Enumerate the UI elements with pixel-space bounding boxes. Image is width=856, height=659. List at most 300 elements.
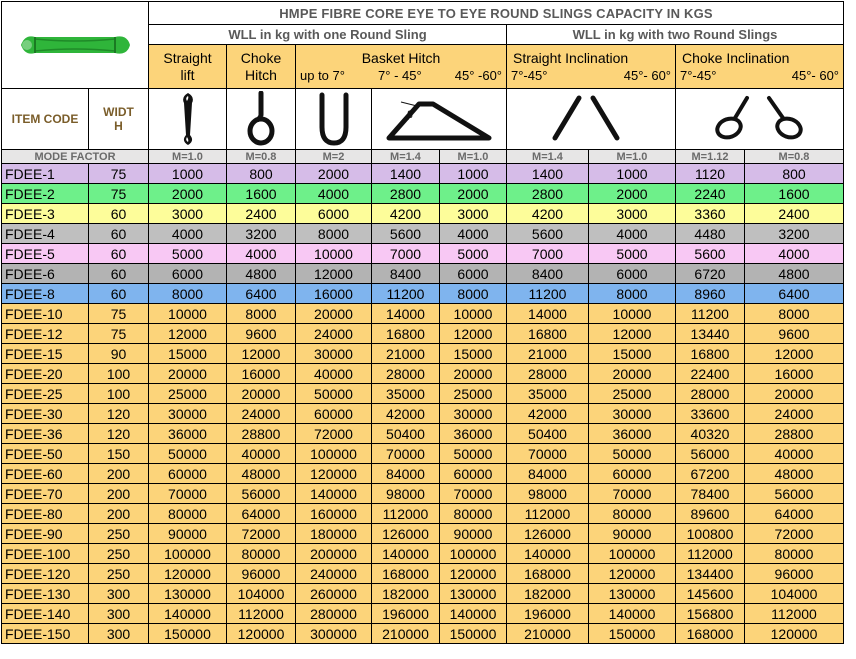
capacity-cell: 28000: [676, 384, 745, 404]
capacity-cell: 168000: [676, 624, 745, 644]
capacity-cell: 9600: [227, 324, 296, 344]
item-code-cell: FDEE-100: [2, 544, 89, 564]
capacity-cell: 140000: [372, 544, 440, 564]
capacity-cell: 6000: [149, 264, 227, 284]
capacity-cell: 48000: [745, 464, 844, 484]
capacity-cell: 2000: [296, 164, 372, 184]
width-cell: 60: [89, 264, 149, 284]
capacity-cell: 2400: [227, 204, 296, 224]
capacity-cell: 84000: [372, 464, 440, 484]
capacity-cell: 60000: [149, 464, 227, 484]
capacity-cell: 56000: [745, 484, 844, 504]
capacity-cell: 40000: [296, 364, 372, 384]
table-row: [2, 184, 844, 204]
capacity-cell: 3000: [440, 204, 507, 224]
capacity-cell: 36000: [440, 424, 507, 444]
capacity-cell: 80000: [440, 504, 507, 524]
capacity-cell: 100000: [589, 544, 676, 564]
capacity-cell: 80000: [745, 544, 844, 564]
capacity-cell: 25000: [149, 384, 227, 404]
capacity-cell: 210000: [507, 624, 589, 644]
capacity-cell: 126000: [372, 524, 440, 544]
capacity-cell: 96000: [227, 564, 296, 584]
width-cell: 60: [89, 284, 149, 304]
capacity-cell: 25000: [589, 384, 676, 404]
capacity-cell: 11200: [507, 284, 589, 304]
width-cell: 60: [89, 204, 149, 224]
table-row: [2, 204, 844, 224]
capacity-cell: 21000: [507, 344, 589, 364]
capacity-cell: 7000: [507, 244, 589, 264]
capacity-cell: 210000: [372, 624, 440, 644]
capacity-cell: 21000: [372, 344, 440, 364]
sling-photo: [2, 2, 149, 89]
item-code-cell: FDEE-60: [2, 464, 89, 484]
item-code-heading: ITEM CODE: [2, 89, 89, 150]
capacity-cell: 180000: [296, 524, 372, 544]
item-code-cell: FDEE-8: [2, 284, 89, 304]
capacity-cell: 78400: [676, 484, 745, 504]
capacity-cell: 196000: [507, 604, 589, 624]
capacity-cell: 42000: [507, 404, 589, 424]
capacity-cell: 90000: [440, 524, 507, 544]
capacity-cell: 11200: [676, 304, 745, 324]
capacity-cell: 800: [227, 164, 296, 184]
capacity-cell: 4000: [149, 224, 227, 244]
capacity-cell: 120000: [589, 564, 676, 584]
capacity-cell: 112000: [227, 604, 296, 624]
basket-hitch-heading: Basket Hitch up to 7° 7° - 45° 45° -60°: [296, 45, 507, 89]
capacity-cell: 20000: [745, 384, 844, 404]
capacity-cell: 12000: [745, 344, 844, 364]
capacity-cell: 120000: [227, 624, 296, 644]
capacity-cell: 12000: [296, 264, 372, 284]
capacity-cell: 50400: [507, 424, 589, 444]
choke-hitch-icon: [245, 91, 277, 147]
width-cell: 200: [89, 484, 149, 504]
group-two-heading: WLL in kg with two Round Slings: [507, 25, 844, 45]
capacity-cell: 4000: [440, 224, 507, 244]
capacity-cell: 50000: [149, 444, 227, 464]
capacity-cell: 5600: [676, 244, 745, 264]
capacity-cell: 40000: [745, 444, 844, 464]
width-cell: 75: [89, 304, 149, 324]
capacity-cell: 12000: [589, 324, 676, 344]
width-cell: 120: [89, 404, 149, 424]
capacity-cell: 24000: [296, 324, 372, 344]
capacity-cell: 16000: [227, 364, 296, 384]
capacity-cell: 1400: [372, 164, 440, 184]
table-row: [2, 244, 844, 264]
table-row: [2, 164, 844, 184]
capacity-cell: 140000: [296, 484, 372, 504]
table-row: [2, 324, 844, 344]
capacity-cell: 16000: [745, 364, 844, 384]
basket-angle-diagram: [372, 89, 507, 150]
capacity-cell: 130000: [440, 584, 507, 604]
item-code-cell: FDEE-12: [2, 324, 89, 344]
item-code-cell: FDEE-3: [2, 204, 89, 224]
choke-inclination-heading: Choke Inclination 7°-45° 45°- 60°: [676, 45, 844, 89]
mode-factor: M=1.12: [676, 150, 745, 164]
capacity-cell: 90000: [149, 524, 227, 544]
capacity-cell: 72000: [296, 424, 372, 444]
table-row: [2, 444, 844, 464]
capacity-cell: 80000: [149, 504, 227, 524]
capacity-cell: 2000: [149, 184, 227, 204]
capacity-cell: 10000: [589, 304, 676, 324]
width-cell: 100: [89, 364, 149, 384]
table-row: [2, 464, 844, 484]
capacity-cell: 64000: [227, 504, 296, 524]
capacity-cell: 50000: [440, 444, 507, 464]
capacity-cell: 134400: [676, 564, 745, 584]
capacity-cell: 64000: [745, 504, 844, 524]
table-row: [2, 424, 844, 444]
capacity-cell: 160000: [296, 504, 372, 524]
capacity-cell: 20000: [589, 364, 676, 384]
width-cell: 300: [89, 624, 149, 644]
two-sling-straight-diagram: [507, 89, 676, 150]
capacity-cell: 11200: [372, 284, 440, 304]
basket-angle-2: 7° - 45°: [378, 67, 422, 83]
capacity-cell: 1000: [149, 164, 227, 184]
capacity-cell: 8400: [507, 264, 589, 284]
capacity-cell: 112000: [745, 604, 844, 624]
capacity-cell: 5000: [589, 244, 676, 264]
table-body: [2, 164, 844, 644]
capacity-cell: 80000: [589, 504, 676, 524]
capacity-cell: 100000: [440, 544, 507, 564]
mode-factor: M=1.0: [440, 150, 507, 164]
capacity-cell: 1000: [440, 164, 507, 184]
capacity-cell: 70000: [589, 484, 676, 504]
capacity-cell: 12000: [440, 324, 507, 344]
capacity-cell: 300000: [296, 624, 372, 644]
capacity-cell: 140000: [149, 604, 227, 624]
capacity-cell: 130000: [149, 584, 227, 604]
width-cell: 75: [89, 324, 149, 344]
group-one-heading: WLL in kg with one Round Sling: [149, 25, 507, 45]
capacity-cell: 104000: [227, 584, 296, 604]
two-sling-choke-diagram: [676, 89, 844, 150]
capacity-cell: 8000: [745, 304, 844, 324]
width-cell: 200: [89, 464, 149, 484]
capacity-cell: 12000: [149, 324, 227, 344]
item-code-cell: FDEE-2: [2, 184, 89, 204]
capacity-cell: 6400: [227, 284, 296, 304]
capacity-cell: 200000: [296, 544, 372, 564]
capacity-cell: 6400: [745, 284, 844, 304]
capacity-cell: 112000: [676, 544, 745, 564]
item-code-cell: FDEE-150: [2, 624, 89, 644]
table-row: [2, 504, 844, 524]
capacity-cell: 4800: [227, 264, 296, 284]
capacity-cell: 20000: [227, 384, 296, 404]
capacity-cell: 15000: [440, 344, 507, 364]
table-row: [2, 224, 844, 244]
basket-angle-icon: [379, 94, 499, 144]
capacity-cell: 4200: [372, 204, 440, 224]
choke-hitch-heading: Choke Hitch: [227, 45, 296, 89]
mode-factor: M=1.0: [589, 150, 676, 164]
capacity-cell: 1120: [676, 164, 745, 184]
capacity-cell: 4200: [507, 204, 589, 224]
table-row: [2, 544, 844, 564]
capacity-cell: 35000: [507, 384, 589, 404]
basket-vertical-diagram: [296, 89, 372, 150]
capacity-cell: 89600: [676, 504, 745, 524]
capacity-cell: 67200: [676, 464, 745, 484]
item-code-cell: FDEE-5: [2, 244, 89, 264]
capacity-cell: 2800: [372, 184, 440, 204]
capacity-cell: 140000: [440, 604, 507, 624]
capacity-cell: 60000: [440, 464, 507, 484]
item-code-cell: FDEE-70: [2, 484, 89, 504]
item-code-cell: FDEE-120: [2, 564, 89, 584]
capacity-cell: 2800: [507, 184, 589, 204]
width-cell: 300: [89, 604, 149, 624]
item-code-cell: FDEE-36: [2, 424, 89, 444]
capacity-cell: 72000: [227, 524, 296, 544]
capacity-cell: 9600: [745, 324, 844, 344]
capacity-cell: 24000: [745, 404, 844, 424]
width-cell: 100: [89, 384, 149, 404]
capacity-cell: 280000: [296, 604, 372, 624]
table-row: [2, 624, 844, 644]
capacity-cell: 168000: [372, 564, 440, 584]
capacity-cell: 60000: [296, 404, 372, 424]
capacity-cell: 2240: [676, 184, 745, 204]
capacity-cell: 8000: [296, 224, 372, 244]
capacity-cell: 1600: [745, 184, 844, 204]
straight-lift-heading: Straight lift: [149, 45, 227, 89]
capacity-cell: 8400: [372, 264, 440, 284]
capacity-cell: 30000: [149, 404, 227, 424]
capacity-cell: 8000: [227, 304, 296, 324]
capacity-cell: 3000: [589, 204, 676, 224]
item-code-cell: FDEE-10: [2, 304, 89, 324]
capacity-cell: 40320: [676, 424, 745, 444]
capacity-cell: 84000: [507, 464, 589, 484]
capacity-cell: 5000: [149, 244, 227, 264]
table-row: [2, 524, 844, 544]
width-cell: 250: [89, 564, 149, 584]
capacity-cell: 182000: [507, 584, 589, 604]
capacity-cell: 196000: [372, 604, 440, 624]
table-row: [2, 584, 844, 604]
capacity-cell: 140000: [589, 604, 676, 624]
capacity-cell: 14000: [507, 304, 589, 324]
capacity-cell: 800: [745, 164, 844, 184]
capacity-cell: 168000: [507, 564, 589, 584]
capacity-cell: 8960: [676, 284, 745, 304]
capacity-cell: 28800: [227, 424, 296, 444]
capacity-cell: 100800: [676, 524, 745, 544]
capacity-cell: 1600: [227, 184, 296, 204]
width-cell: 90: [89, 344, 149, 364]
choke-hitch-diagram: [227, 89, 296, 150]
item-code-cell: FDEE-20: [2, 364, 89, 384]
capacity-cell: 8000: [589, 284, 676, 304]
mode-factor: M=0.8: [227, 150, 296, 164]
capacity-cell: 16800: [676, 344, 745, 364]
capacity-cell: 10000: [149, 304, 227, 324]
capacity-cell: 98000: [372, 484, 440, 504]
capacity-cell: 70000: [440, 484, 507, 504]
sling-photo-icon: [15, 28, 135, 62]
item-code-cell: FDEE-80: [2, 504, 89, 524]
capacity-cell: 25000: [440, 384, 507, 404]
capacity-cell: 42000: [372, 404, 440, 424]
capacity-cell: 10000: [296, 244, 372, 264]
capacity-cell: 90000: [589, 524, 676, 544]
capacity-cell: 70000: [372, 444, 440, 464]
capacity-cell: 36000: [149, 424, 227, 444]
capacity-cell: 260000: [296, 584, 372, 604]
capacity-cell: 100000: [296, 444, 372, 464]
capacity-cell: 8000: [440, 284, 507, 304]
table-row: [2, 364, 844, 384]
capacity-cell: 120000: [745, 624, 844, 644]
capacity-cell: 112000: [507, 504, 589, 524]
item-code-cell: FDEE-15: [2, 344, 89, 364]
straight-lift-diagram: [149, 89, 227, 150]
basket-vertical-icon: [314, 91, 354, 147]
capacity-cell: 104000: [745, 584, 844, 604]
capacity-cell: 33600: [676, 404, 745, 424]
capacity-cell: 1400: [507, 164, 589, 184]
basket-angle-1: up to 7°: [300, 67, 345, 83]
capacity-cell: 16800: [372, 324, 440, 344]
capacity-cell: 6720: [676, 264, 745, 284]
width-cell: 200: [89, 504, 149, 524]
capacity-cell: 126000: [507, 524, 589, 544]
capacity-cell: 50400: [372, 424, 440, 444]
capacity-cell: 3360: [676, 204, 745, 224]
capacity-cell: 140000: [507, 544, 589, 564]
capacity-cell: 5600: [507, 224, 589, 244]
capacity-cell: 120000: [296, 464, 372, 484]
capacity-cell: 2000: [589, 184, 676, 204]
capacity-cell: 28000: [507, 364, 589, 384]
capacity-cell: 120000: [149, 564, 227, 584]
table-row: [2, 564, 844, 584]
capacity-cell: 70000: [507, 444, 589, 464]
capacity-cell: 2000: [440, 184, 507, 204]
capacity-cell: 145600: [676, 584, 745, 604]
capacity-table: [1, 1, 844, 644]
capacity-cell: 96000: [745, 564, 844, 584]
table-row: [2, 384, 844, 404]
capacity-cell: 6000: [589, 264, 676, 284]
capacity-cell: 98000: [507, 484, 589, 504]
capacity-cell: 4480: [676, 224, 745, 244]
width-cell: 75: [89, 184, 149, 204]
capacity-cell: 3200: [227, 224, 296, 244]
capacity-cell: 50000: [296, 384, 372, 404]
basket-angle-3: 45° -60°: [454, 67, 502, 83]
capacity-cell: 8000: [149, 284, 227, 304]
capacity-cell: 4000: [296, 184, 372, 204]
capacity-cell: 20000: [440, 364, 507, 384]
capacity-cell: 4000: [745, 244, 844, 264]
capacity-cell: 4000: [589, 224, 676, 244]
table-row: [2, 304, 844, 324]
mode-factor-label: MODE FACTOR: [2, 150, 149, 164]
capacity-cell: 5600: [372, 224, 440, 244]
capacity-cell: 56000: [227, 484, 296, 504]
item-code-cell: FDEE-140: [2, 604, 89, 624]
table-row: [2, 404, 844, 424]
width-cell: 120: [89, 424, 149, 444]
capacity-cell: 112000: [372, 504, 440, 524]
mode-factor: M=1.0: [149, 150, 227, 164]
capacity-cell: 130000: [589, 584, 676, 604]
capacity-cell: 15000: [149, 344, 227, 364]
table-row: [2, 604, 844, 624]
capacity-cell: 120000: [440, 564, 507, 584]
capacity-cell: 72000: [745, 524, 844, 544]
mode-factor: M=1.4: [372, 150, 440, 164]
width-cell: 75: [89, 164, 149, 184]
item-code-cell: FDEE-50: [2, 444, 89, 464]
item-code-cell: FDEE-130: [2, 584, 89, 604]
capacity-cell: 4800: [745, 264, 844, 284]
straight-inclination-heading: Straight Inclination 7°-45° 45°- 60°: [507, 45, 676, 89]
capacity-cell: 14000: [372, 304, 440, 324]
capacity-cell: 28800: [745, 424, 844, 444]
capacity-cell: 5000: [440, 244, 507, 264]
table-title: HMPE FIBRE CORE EYE TO EYE ROUND SLINGS CAPACITY IN KGS: [149, 2, 844, 25]
capacity-cell: 50000: [589, 444, 676, 464]
capacity-cell: 100000: [149, 544, 227, 564]
capacity-cell: 1000: [589, 164, 676, 184]
capacity-cell: 6000: [296, 204, 372, 224]
capacity-cell: 80000: [227, 544, 296, 564]
capacity-cell: 150000: [440, 624, 507, 644]
capacity-cell: 240000: [296, 564, 372, 584]
capacity-cell: 156800: [676, 604, 745, 624]
capacity-cell: 6000: [440, 264, 507, 284]
straight-lift-icon: [178, 91, 198, 147]
mode-factor: M=2: [296, 150, 372, 164]
item-code-cell: FDEE-6: [2, 264, 89, 284]
item-code-cell: FDEE-4: [2, 224, 89, 244]
two-sling-choke-icon: [705, 94, 815, 144]
capacity-cell: 70000: [149, 484, 227, 504]
table-row: [2, 344, 844, 364]
capacity-cell: 48000: [227, 464, 296, 484]
width-cell: 300: [89, 584, 149, 604]
width-heading: WIDT H: [89, 89, 149, 150]
width-cell: 250: [89, 524, 149, 544]
capacity-cell: 12000: [227, 344, 296, 364]
table-row: [2, 484, 844, 504]
capacity-cell: 3000: [149, 204, 227, 224]
capacity-cell: 4000: [227, 244, 296, 264]
capacity-cell: 20000: [296, 304, 372, 324]
table-row: [2, 284, 844, 304]
capacity-cell: 182000: [372, 584, 440, 604]
svg-text:β: β: [407, 110, 413, 121]
mode-factor: M=1.4: [507, 150, 589, 164]
capacity-cell: 15000: [589, 344, 676, 364]
width-cell: 60: [89, 244, 149, 264]
capacity-cell: 60000: [589, 464, 676, 484]
mode-factor: M=0.8: [745, 150, 844, 164]
capacity-cell: 28000: [372, 364, 440, 384]
